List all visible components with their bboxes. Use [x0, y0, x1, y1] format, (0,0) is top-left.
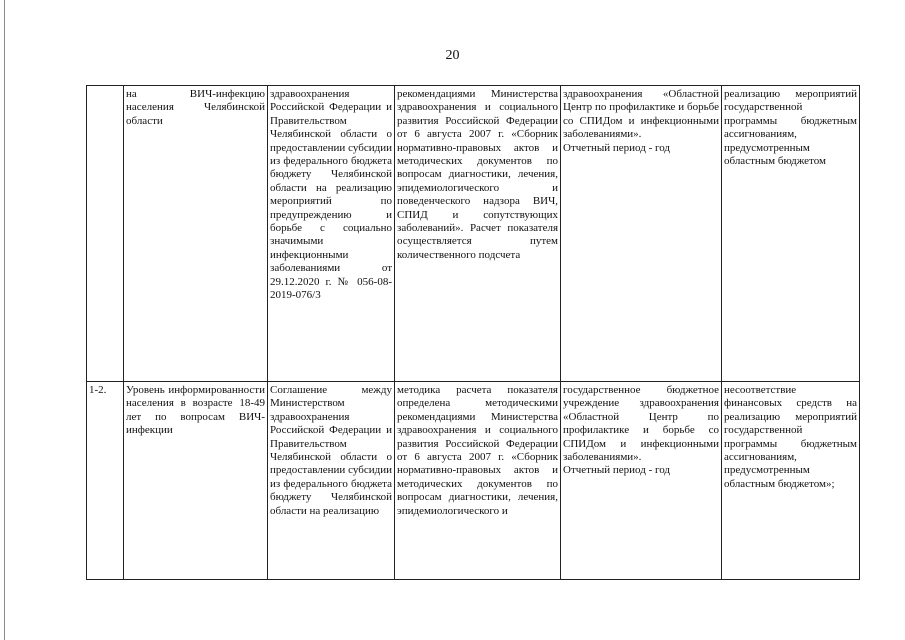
page-edge-rule: [4, 0, 5, 640]
cell-risk: реализацию мероприятий государственной программы бюджетным ассигнованиям, предусмотренным областным бюджетом: [722, 86, 860, 382]
indicators-table: [86, 85, 860, 580]
cell-source: государственное бюджетное учреждение здравоохранения «Областной Центр по профилактике и борьбе со СПИДом и инфекционными заболеваниями». Отчетный период - год: [561, 382, 722, 580]
cell-indicator: Уровень информированности населения в возрасте 18-49 лет по вопросам ВИЧ-инфекции: [124, 382, 268, 580]
table-row: [87, 382, 860, 580]
page-number: 20: [445, 48, 460, 63]
table-row: [87, 86, 860, 382]
cell-number: 1-2.: [87, 382, 124, 580]
cell-basis: здравоохранения Российской Федерации и Правительством Челябинской области о предоставлении субсидии из федерального бюджета бюджету Челябинской области на реализацию мероприятий по предупреждению и борьбе с социально значимыми инфекционными заболеваниями от 29.12.2020 г. № 056-08-2019-076/3: [268, 86, 395, 382]
cell-method: рекомендациями Министерства здравоохранения и социального развития Российской Федерации от 6 августа 2007 г. «Сборник нормативно-правовых актов и методических документов по вопросам диагностики, лечения, эпидемиологического и поведенческого надзора ВИЧ, СПИД и сопутствующих заболеваний». Расчет показателя осуществляется путем количественного подсчета: [395, 86, 561, 382]
cell-indicator: на ВИЧ-инфекцию населения Челябинской области: [124, 86, 268, 382]
cell-risk: несоответствие финансовых средств на реализацию мероприятий государственной программы бюджетным ассигнованиям, предусмотренным областным бюджетом»;: [722, 382, 860, 580]
cell-basis: Соглашение между Министерством здравоохранения Российской Федерации и Правительством Челябинской области о предоставлении субсидии из федерального бюджета бюджету Челябинской области на реализацию: [268, 382, 395, 580]
cell-method: методика расчета показателя определена методическими рекомендациями Министерства здравоохранения и социального развития Российской Федерации от 6 августа 2007 г. «Сборник нормативно-правовых актов и методических документов по вопросам диагностики, лечения, эпидемиологического и: [395, 382, 561, 580]
cell-number: [87, 86, 124, 382]
cell-source: здравоохранения «Областной Центр по профилактике и борьбе со СПИДом и инфекционными заболеваниями». Отчетный период - год: [561, 86, 722, 382]
